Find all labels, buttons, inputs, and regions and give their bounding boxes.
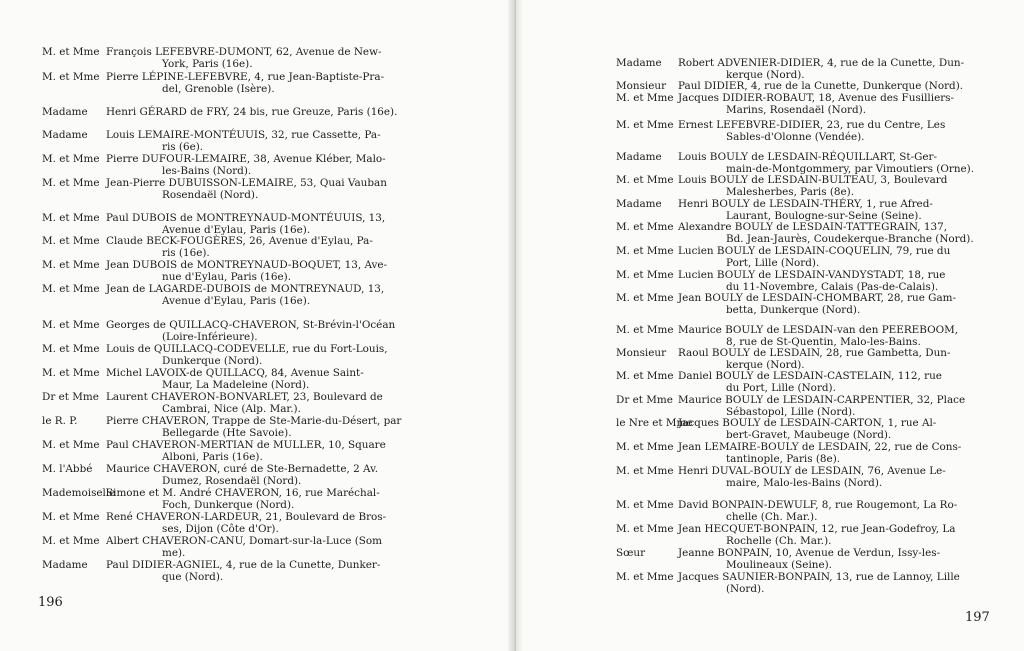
entry-name-address: Jacques DIDIER-ROBAUT, 18, Avenue des Fusilliers- bbox=[678, 92, 955, 104]
entry-name-address: Jeanne BONPAIN, 10, Avenue de Verdun, Issy-les- bbox=[678, 547, 941, 559]
entry-continuation: Bellegarde (Hte Savoie). bbox=[162, 426, 292, 439]
entry-continuation: Avenue d'Eylau, Paris (16e). bbox=[162, 294, 311, 307]
entry-name-address: Raoul BOULY de LESDAIN, 28, rue Gambetta, Dun- bbox=[678, 347, 951, 359]
entry-continuation: Moulineaux (Seine). bbox=[726, 558, 832, 571]
entry-name-address: Maurice BOULY de LESDAIN-CARPENTIER, 32, Place bbox=[678, 394, 966, 406]
directory-entry bbox=[616, 325, 958, 348]
entry-name-address: Lucien BOULY de LESDAIN-VANDYSTADT, 18, rue bbox=[678, 269, 946, 281]
entry-title: M. et Mme bbox=[616, 119, 674, 131]
entry-title: M. et Mme bbox=[42, 283, 100, 295]
entry-continuation: (Nord). bbox=[726, 582, 765, 595]
entry-name-address: Pierre LÉPINE-LEFEBVRE, 4, rue Jean-Baptiste-Pra- bbox=[106, 71, 385, 83]
entry-continuation: me). bbox=[162, 546, 186, 559]
entry-name-address: Louis BOULY de LESDAIN-BULTEAU, 3, Boulevard bbox=[678, 174, 948, 186]
entry-continuation: ris (6e). bbox=[162, 140, 204, 153]
directory-entry bbox=[42, 260, 387, 283]
entry-continuation: du Port, Lille (Nord). bbox=[726, 381, 836, 394]
entry-name-address: David BONPAIN-DEWULF, 8, rue Rougemont, La Ro- bbox=[678, 499, 958, 511]
entry-title: M. et Mme bbox=[42, 511, 100, 523]
entry-title: M. et Mme bbox=[42, 212, 100, 224]
directory-entry bbox=[616, 395, 965, 418]
entry-title: Madame bbox=[616, 151, 662, 163]
directory-entry bbox=[616, 81, 963, 93]
left-page-number: 196 bbox=[38, 595, 63, 610]
entry-continuation: tantinople, Paris (8e). bbox=[726, 452, 841, 465]
entry-title: M. et Mme bbox=[616, 441, 674, 453]
directory-entry bbox=[616, 93, 954, 116]
entry-title: Madame bbox=[42, 559, 88, 571]
directory-entry bbox=[616, 58, 964, 81]
entry-name-address: Louis BOULY de LESDAIN-RÉQUILLART, St-Ger- bbox=[678, 151, 938, 163]
directory-entry bbox=[42, 536, 382, 559]
entry-continuation: Rochelle (Ch. Mar.). bbox=[726, 534, 832, 547]
entry-title: Madame bbox=[616, 57, 662, 69]
entry-continuation: Malesherbes, Paris (8e). bbox=[726, 185, 855, 198]
entry-name-address: Louis LEMAIRE-MONTÉUUIS, 32, rue Cassette, Pa- bbox=[106, 129, 381, 141]
directory-entry bbox=[616, 246, 950, 269]
entry-continuation: Cambrai, Nice (Alp. Mar.). bbox=[162, 402, 301, 415]
entry-continuation: les-Bains (Nord). bbox=[162, 164, 252, 177]
entry-continuation: chelle (Ch. Mar.). bbox=[726, 510, 818, 523]
entry-continuation: nue d'Eylau, Paris (16e). bbox=[162, 270, 292, 283]
entry-continuation: maire, Malo-les-Bains (Nord). bbox=[726, 476, 883, 489]
directory-entry bbox=[616, 418, 936, 441]
directory-entry bbox=[42, 560, 380, 583]
entry-title: M. et Mme bbox=[616, 324, 674, 336]
entry-name-address: Jacques BOULY de LESDAIN-CARTON, 1, rue Al- bbox=[678, 417, 937, 429]
right-page bbox=[522, 0, 1024, 651]
entry-name-address: Maurice CHAVERON, curé de Ste-Bernadette, 2 Av. bbox=[106, 463, 379, 475]
entry-continuation: Sables-d'Olonne (Vendée). bbox=[726, 130, 865, 143]
entry-name-address: Claude BECK-FOUGÈRES, 26, Avenue d'Eylau, Pa- bbox=[106, 235, 373, 247]
entry-title: M. et Mme bbox=[42, 319, 100, 331]
right-page-number: 197 bbox=[965, 610, 990, 625]
directory-entry bbox=[42, 107, 397, 119]
entry-continuation: main-de-Montgommery, par Vimoutiers (Orne). bbox=[726, 162, 975, 175]
directory-entry bbox=[616, 371, 942, 394]
entry-continuation: Avenue d'Eylau, Paris (16e). bbox=[162, 223, 311, 236]
directory-entry bbox=[42, 130, 381, 153]
directory-entry bbox=[616, 500, 957, 523]
entry-name-address: Henri DUVAL-BOULY de LESDAIN, 76, Avenue Le- bbox=[678, 465, 946, 477]
entry-continuation: kerque (Nord). bbox=[726, 358, 805, 371]
entry-title: M. et Mme bbox=[616, 370, 674, 382]
entry-name-address: Michel LAVOIX-de QUILLACQ, 84, Avenue Saint- bbox=[106, 367, 364, 379]
entry-continuation: bert-Gravet, Maubeuge (Nord). bbox=[726, 428, 892, 441]
entry-title: M. et Mme bbox=[616, 292, 674, 304]
entry-continuation: York, Paris (16e). bbox=[162, 57, 253, 70]
entry-continuation: Sébastopol, Lille (Nord). bbox=[726, 405, 856, 418]
directory-entry bbox=[616, 152, 974, 175]
entry-name-address: Paul DUBOIS de MONTREYNAUD-MONTÉUUIS, 13, bbox=[106, 212, 386, 224]
entry-name-address: Laurent CHAVERON-BONVARLET, 23, Boulevard de bbox=[106, 391, 383, 403]
entry-title: M. et Mme bbox=[42, 46, 100, 58]
entry-name-address: Jean LEMAIRE-BOULY de LESDAIN, 22, rue de Cons- bbox=[678, 441, 962, 453]
directory-entry bbox=[42, 392, 383, 415]
entry-continuation: du 11-Novembre, Calais (Pas-de-Calais). bbox=[726, 280, 939, 293]
directory-entry bbox=[42, 236, 373, 259]
entry-continuation: del, Grenoble (Isère). bbox=[162, 82, 275, 95]
entry-continuation: Dumez, Rosendaël (Nord). bbox=[162, 474, 302, 487]
entry-continuation: que (Nord). bbox=[162, 570, 224, 583]
entry-title: M. et Mme bbox=[616, 499, 674, 511]
entry-title: M. et Mme bbox=[616, 269, 674, 281]
entry-title: le R. P. bbox=[42, 415, 78, 427]
entry-continuation: Rosendaël (Nord). bbox=[162, 188, 259, 201]
directory-entry bbox=[616, 120, 945, 143]
entry-name-address: Ernest LEFEBVRE-DIDIER, 23, rue du Centre, Les bbox=[678, 119, 946, 131]
entry-name-address: Alexandre BOULY de LESDAIN-TATTEGRAIN, 137, bbox=[678, 221, 948, 233]
entry-name-address: Robert ADVENIER-DIDIER, 4, rue de la Cunette, Dun- bbox=[678, 57, 965, 69]
entry-title: M. et Mme bbox=[42, 439, 100, 451]
entry-name-address: François LEFEBVRE-DUMONT, 62, Avenue de New- bbox=[106, 46, 382, 58]
entry-title: Mademoiselle bbox=[42, 487, 116, 499]
directory-entry bbox=[42, 284, 384, 307]
directory-entry bbox=[42, 178, 387, 201]
directory-entry bbox=[616, 442, 961, 465]
entry-title: le Nre et Mme bbox=[616, 417, 693, 429]
entry-title: Madame bbox=[42, 129, 88, 141]
entry-title: M. et Mme bbox=[42, 153, 100, 165]
left-page bbox=[0, 0, 508, 651]
entry-name-address: Daniel BOULY de LESDAIN-CASTELAIN, 112, rue bbox=[678, 370, 942, 382]
directory-entry bbox=[616, 524, 955, 547]
entry-continuation: Laurant, Boulogne-sur-Seine (Seine). bbox=[726, 209, 922, 222]
entry-name-address: Jean-Pierre DUBUISSON-LEMAIRE, 53, Quai Vauban bbox=[106, 177, 387, 189]
entry-title: M. et Mme bbox=[616, 465, 674, 477]
entry-title: M. et Mme bbox=[42, 535, 100, 547]
entry-title: Dr et Mme bbox=[616, 394, 673, 406]
directory-entry bbox=[616, 348, 950, 371]
entry-name-address: Simone et M. André CHAVERON, 16, rue Maréchal- bbox=[106, 487, 380, 499]
entry-title: Madame bbox=[42, 106, 88, 118]
entry-continuation: Port, Lille (Nord). bbox=[726, 256, 820, 269]
entry-name-address: Albert CHAVERON-CANU, Domart-sur-la-Luce (Som bbox=[106, 535, 383, 547]
entry-title: M. et Mme bbox=[616, 174, 674, 186]
entry-name-address: Lucien BOULY de LESDAIN-COQUELIN, 79, rue du bbox=[678, 245, 951, 257]
entry-title: M. et Mme bbox=[42, 71, 100, 83]
entry-title: M. et Mme bbox=[42, 177, 100, 189]
directory-entry bbox=[42, 416, 401, 439]
entry-title: M. et Mme bbox=[42, 235, 100, 247]
entry-continuation: ses, Dijon (Côte d'Or). bbox=[162, 522, 279, 535]
directory-entry bbox=[42, 488, 380, 511]
entry-title: M. et Mme bbox=[616, 571, 674, 583]
entry-title: M. l'Abbé bbox=[42, 463, 93, 475]
entry-name-address: Pierre DUFOUR-LEMAIRE, 38, Avenue Kléber, Malo- bbox=[106, 153, 386, 165]
entry-continuation: Foch, Dunkerque (Nord). bbox=[162, 498, 295, 511]
entry-name-address: Henri GÉRARD de FRY, 24 bis, rue Greuze, Paris (16e). bbox=[106, 106, 398, 118]
entry-name-address: Louis de QUILLACQ-CODEVELLE, rue du Fort-Louis, bbox=[106, 343, 388, 355]
entry-continuation: Alboni, Paris (16e). bbox=[162, 450, 263, 463]
directory-entry bbox=[42, 154, 386, 177]
directory-entry bbox=[42, 72, 384, 95]
entry-name-address: Pierre CHAVERON, Trappe de Ste-Marie-du-Désert, par bbox=[106, 415, 402, 427]
directory-entry bbox=[42, 344, 388, 367]
entry-name-address: Jean DUBOIS de MONTREYNAUD-BOQUET, 13, Ave- bbox=[106, 259, 388, 271]
directory-entry bbox=[616, 293, 956, 316]
entry-continuation: kerque (Nord). bbox=[726, 68, 805, 81]
directory-entry bbox=[42, 440, 386, 463]
entry-title: M. et Mme bbox=[616, 245, 674, 257]
entry-name-address: Georges de QUILLACQ-CHAVERON, St-Brévin-l'Océan bbox=[106, 319, 396, 331]
directory-entry bbox=[616, 175, 947, 198]
entry-continuation: Dunkerque (Nord). bbox=[162, 354, 263, 367]
entry-title: M. et Mme bbox=[616, 221, 674, 233]
directory-entry bbox=[616, 548, 940, 571]
entry-name-address: Henri BOULY de LESDAIN-THÉRY, 1, rue Afred- bbox=[678, 198, 933, 210]
directory-entry bbox=[616, 466, 946, 489]
entry-continuation: betta, Dunkerque (Nord). bbox=[726, 303, 861, 316]
entry-name-address: Paul DIDIER, 4, rue de la Cunette, Dunkerque (Nord). bbox=[678, 80, 964, 92]
entry-continuation: 8, rue de St-Quentin, Malo-les-Bains. bbox=[726, 335, 921, 348]
directory-entry bbox=[616, 222, 974, 245]
entry-title: Monsieur bbox=[616, 80, 667, 92]
directory-entry bbox=[42, 213, 385, 236]
directory-entry bbox=[616, 572, 960, 595]
entry-title: Madame bbox=[616, 198, 662, 210]
entry-title: M. et Mme bbox=[42, 367, 100, 379]
directory-entry bbox=[42, 320, 395, 343]
entry-title: Sœur bbox=[616, 547, 646, 559]
entry-name-address: René CHAVERON-LARDEUR, 21, Boulevard de Bros- bbox=[106, 511, 387, 523]
entry-name-address: Maurice BOULY de LESDAIN-van den PEEREBOOM, bbox=[678, 324, 959, 336]
entry-name-address: Jacques SAUNIER-BONPAIN, 13, rue de Lannoy, Lille bbox=[678, 571, 960, 583]
entry-title: Dr et Mme bbox=[42, 391, 99, 403]
directory-entry bbox=[42, 368, 364, 391]
entry-continuation: (Loire-Inférieure). bbox=[162, 330, 258, 343]
entry-title: M. et Mme bbox=[42, 343, 100, 355]
entry-name-address: Jean HECQUET-BONPAIN, 12, rue Jean-Godefroy, La bbox=[678, 523, 956, 535]
entry-name-address: Paul CHAVERON-MERTIAN de MULLER, 10, Square bbox=[106, 439, 386, 451]
directory-entry bbox=[42, 47, 382, 70]
entry-title: M. et Mme bbox=[616, 92, 674, 104]
entry-name-address: Jean BOULY de LESDAIN-CHOMBART, 28, rue Gam- bbox=[678, 292, 957, 304]
entry-title: M. et Mme bbox=[42, 259, 100, 271]
directory-entry bbox=[42, 464, 378, 487]
entry-name-address: Jean de LAGARDE-DUBOIS de MONTREYNAUD, 13, bbox=[106, 283, 385, 295]
entry-title: Monsieur bbox=[616, 347, 667, 359]
entry-continuation: ris (16e). bbox=[162, 246, 210, 259]
entry-title: M. et Mme bbox=[616, 523, 674, 535]
entry-continuation: Marins, Rosendaël (Nord). bbox=[726, 103, 867, 116]
entry-continuation: Bd. Jean-Jaurès, Coudekerque-Branche (Nord). bbox=[726, 232, 974, 245]
entry-name-address: Paul DIDIER-AGNIEL, 4, rue de la Cunette, Dunker- bbox=[106, 559, 381, 571]
directory-entry bbox=[42, 512, 386, 535]
directory-entry bbox=[616, 199, 933, 222]
directory-entry bbox=[616, 270, 945, 293]
entry-continuation: Maur, La Madeleine (Nord). bbox=[162, 378, 310, 391]
book-gutter bbox=[508, 0, 522, 651]
